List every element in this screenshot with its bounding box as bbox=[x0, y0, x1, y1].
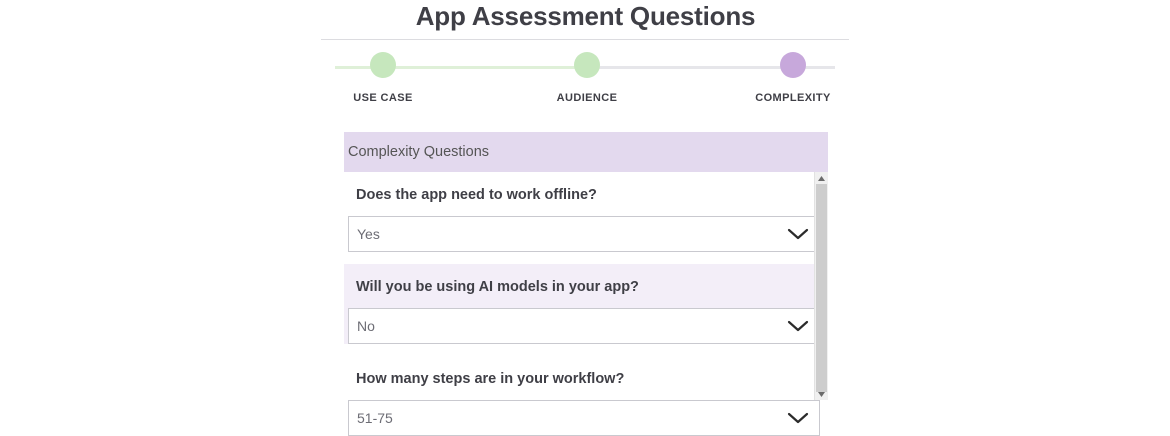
stepper-label-use-case: USE CASE bbox=[353, 92, 413, 104]
page-title: App Assessment Questions bbox=[415, 1, 756, 31]
chevron-down-icon bbox=[787, 412, 809, 424]
question-workflow-steps-label: How many steps are in your workflow? bbox=[356, 371, 625, 387]
scrollbar-thumb[interactable] bbox=[816, 184, 827, 392]
question-workflow-steps-value: 51-75 bbox=[357, 410, 393, 426]
question-offline-select[interactable] bbox=[348, 216, 820, 252]
stepper-step-audience[interactable] bbox=[545, 52, 629, 104]
question-offline bbox=[344, 172, 828, 252]
scrollbar-down-arrow[interactable] bbox=[815, 388, 828, 400]
question-offline-label: Does the app need to work offline? bbox=[356, 187, 597, 203]
stepper-dot-use-case bbox=[370, 52, 396, 78]
question-ai-models-label: Will you be using AI models in your app? bbox=[356, 279, 639, 295]
stepper-dot-audience bbox=[574, 52, 600, 78]
stepper-step-complexity[interactable] bbox=[751, 52, 835, 104]
question-ai-models bbox=[344, 264, 828, 344]
question-ai-models-select[interactable] bbox=[348, 308, 820, 344]
panel-header-label: Complexity Questions bbox=[348, 144, 490, 160]
chevron-down-icon bbox=[787, 320, 809, 332]
panel-header bbox=[344, 132, 828, 172]
stepper-step-use-case[interactable] bbox=[341, 52, 425, 104]
stepper-label-complexity: COMPLEXITY bbox=[755, 92, 831, 104]
question-workflow-steps bbox=[344, 356, 828, 436]
complexity-questions-panel bbox=[344, 132, 828, 426]
question-workflow-steps-select[interactable] bbox=[348, 400, 820, 436]
question-spacer-2 bbox=[344, 344, 828, 356]
question-ai-models-value: No bbox=[357, 318, 375, 334]
progress-stepper bbox=[321, 52, 849, 112]
chevron-down-icon bbox=[787, 228, 809, 240]
question-spacer-1 bbox=[344, 252, 828, 264]
panel-body bbox=[344, 172, 828, 426]
question-offline-value: Yes bbox=[357, 226, 380, 242]
title-divider bbox=[321, 39, 849, 40]
stepper-label-audience: AUDIENCE bbox=[556, 92, 618, 104]
stepper-dot-complexity bbox=[780, 52, 806, 78]
panel-scrollbar[interactable] bbox=[814, 172, 828, 400]
scrollbar-up-arrow[interactable] bbox=[815, 172, 828, 184]
